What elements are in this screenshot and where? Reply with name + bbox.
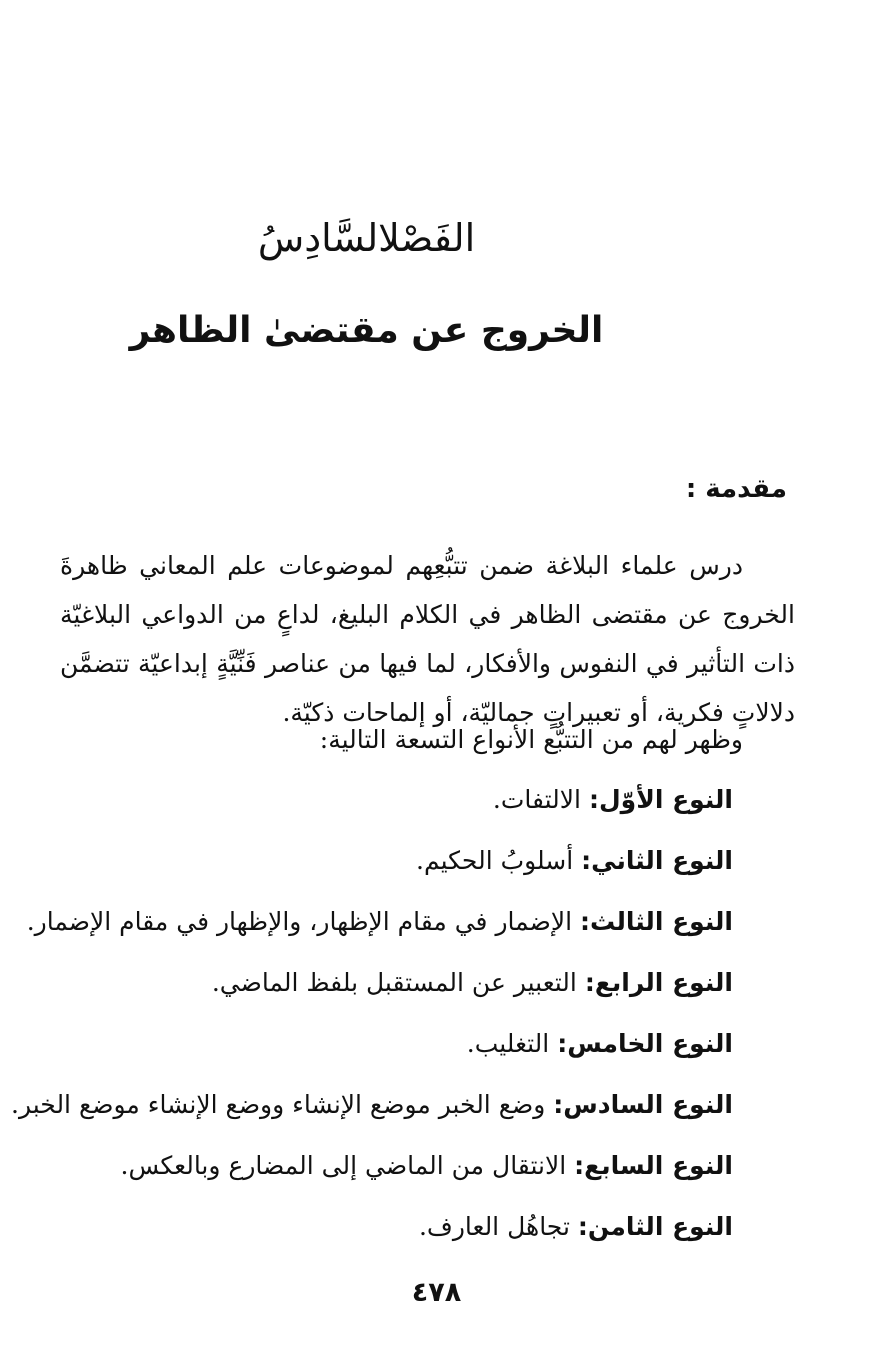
type-label: النوع السادس: bbox=[553, 1090, 733, 1119]
type-item-5 bbox=[33, 1024, 733, 1085]
type-text: التعبير عن المستقبل بلفظ الماضي. bbox=[211, 968, 577, 997]
type-label: النوع الثالث: bbox=[579, 907, 733, 936]
type-label: النوع الرابع: bbox=[584, 968, 733, 997]
type-item-1 bbox=[33, 780, 733, 841]
type-text: الإضمار في مقام الإظهار، والإظهار في مقام الإضمار. bbox=[26, 907, 573, 936]
type-item-2 bbox=[33, 841, 733, 902]
type-item-7 bbox=[33, 1146, 733, 1207]
section-heading: مقدمة : bbox=[685, 474, 787, 504]
type-item-4 bbox=[33, 963, 733, 1024]
page-number: ٤٧٨ bbox=[411, 1277, 462, 1308]
type-label: النوع الأوّل: bbox=[588, 785, 733, 814]
types-list bbox=[11, 780, 733, 1268]
type-item-3 bbox=[26, 902, 733, 963]
type-label: النوع الخامس: bbox=[557, 1029, 733, 1058]
type-text: أسلوبُ الحكيم. bbox=[416, 846, 574, 875]
types-lead-sentence: وظهر لهم من التتبُّع الأنواع التسعة التالية: bbox=[319, 725, 743, 754]
type-text: التغليب. bbox=[466, 1029, 550, 1058]
type-item-6 bbox=[11, 1085, 733, 1146]
type-label: النوع السابع: bbox=[574, 1151, 733, 1180]
type-text: تجاهُل العارف. bbox=[418, 1212, 570, 1241]
intro-paragraph: درس علماء البلاغة ضمن تتبُّعِهم لموضوعات علم المعاني ظاهرةَ الخروج عن مقتضى الظاهر في الكلام البليغ، لداعٍ من الدواعي البلاغيّة ذات التأثير في النفوس والأفكار، لما فيها من عناصر فَنِّيَّةٍ إبداعيّة تتضمَّن دلالاتٍ فكرية، أو تعبيراتٍ جماليّة، أو إلماحات ذكيّة. bbox=[60, 551, 795, 727]
type-text: الالتفات. bbox=[492, 785, 582, 814]
chapter-label: الفَصْلالسَّادِسُ bbox=[257, 216, 476, 260]
chapter-title: الخروج عن مقتضىٰ الظاهر bbox=[129, 310, 604, 351]
type-label: النوع الثامن: bbox=[577, 1212, 733, 1241]
type-label: النوع الثاني: bbox=[581, 846, 733, 875]
type-text: وضع الخبر موضع الإنشاء ووضع الإنشاء موضع الخبر. bbox=[11, 1090, 546, 1119]
type-item-8 bbox=[33, 1207, 733, 1268]
type-text: الانتقال من الماضي إلى المضارع وبالعكس. bbox=[120, 1151, 567, 1180]
